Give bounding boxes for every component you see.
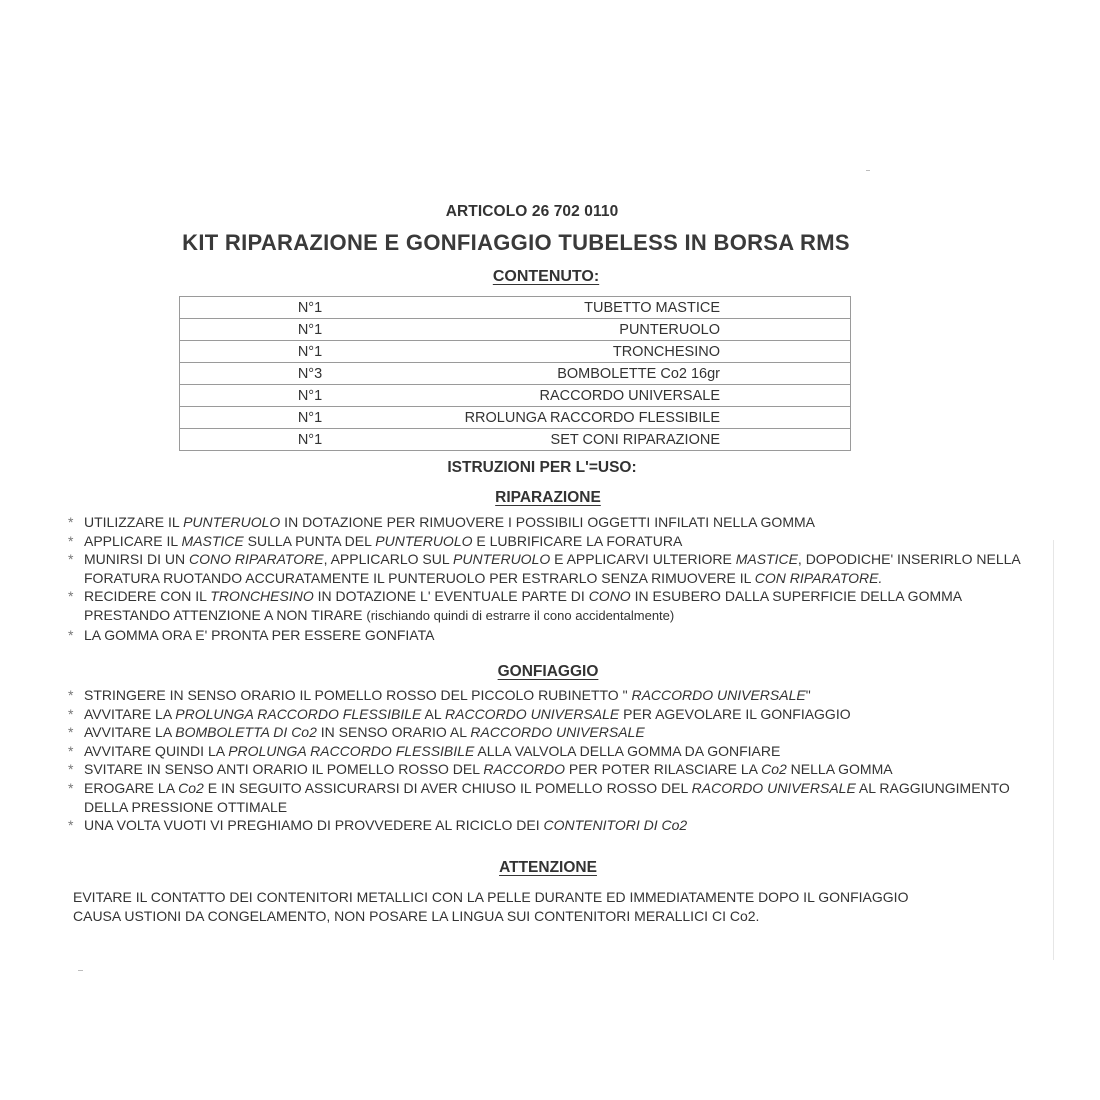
step-text: EROGARE LA [84,779,179,796]
step-emphasis: PUNTERUOLO [453,551,551,568]
inflation-steps [68,686,1028,835]
qty-cell: N°1 [180,385,401,407]
warning-heading [0,859,1096,877]
bullet-asterisk-icon: * [68,551,74,568]
step-text: APPLICARE IL [84,532,182,549]
step-emphasis: PROLUNGA RACCORDO FLESSIBILE [228,742,475,759]
step-text: SULLA PUNTA DEL [243,532,376,549]
step-emphasis: PROLUNGA RACCORDO FLESSIBILE [175,705,422,722]
step-emphasis: MASTICE [735,551,798,568]
bullet-asterisk-icon: * [68,724,74,741]
step-emphasis: RACCORDO UNIVERSALE [470,724,645,741]
bullet-asterisk-icon: * [68,687,74,703]
contents-table [179,296,851,451]
step-text: AVVITARE LA [84,724,176,741]
repair-heading [0,489,1096,507]
step-emphasis: CONTENITORI DI Co2 [543,817,688,834]
step-text: , DOPODICHE' INSERIRLO NELLA FORATURA RUOTANDO ACCURATAMENTE IL PUNTERUOLO PER ESTRARLO SENZA RIMUOVERE IL [84,551,1020,586]
list-item [68,816,1028,835]
step-emphasis: TRONCHESINO [210,588,314,605]
list-item [68,626,1028,645]
warning-line: EVITARE IL CONTATTO DEI CONTENITORI METALLICI CON LA PELLE DURANTE ED IMMEDIATAMENTE DOPO IL GONFIAGGIO [73,889,909,905]
inflation-heading [0,663,1096,681]
list-item [68,705,1028,724]
step-text: AVVITARE QUINDI LA [84,742,229,759]
item-cell: PUNTERUOLO [400,319,851,341]
table-row [180,341,851,363]
list-item [68,686,1028,705]
table-row [180,297,851,319]
table-row [180,385,851,407]
warning-line: CAUSA USTIONI DA CONGELAMENTO, NON POSARE LA LINGUA SUI CONTENITORI MERALLICI CI Co2. [73,908,760,924]
step-text: STRINGERE IN SENSO ORARIO IL POMELLO ROSSO DEL PICCOLO RUBINETTO " [84,687,632,703]
item-cell: BOMBOLETTE Co2 16gr [400,363,851,385]
bullet-asterisk-icon: * [68,817,74,834]
step-emphasis: PUNTERUOLO [375,532,473,549]
step-emphasis: CONO RIPARATORE [189,551,324,568]
repair-heading-text: RIPARAZIONE [495,489,601,506]
scan-speck [78,970,83,971]
step-emphasis: Co2 [761,761,787,778]
bullet-asterisk-icon: * [68,779,74,796]
step-emphasis: CON RIPARATORE. [754,569,883,586]
step-text: E IN SEGUITO ASSICURARSI DI AVER CHIUSO IL POMELLO ROSSO DEL [203,779,692,796]
bullet-asterisk-icon: * [68,742,74,759]
bullet-asterisk-icon: * [68,588,74,605]
step-text: ALLA VALVOLA DELLA GOMMA DA GONFIARE [474,742,781,759]
step-text: UTILIZZARE IL [84,514,184,530]
inflation-heading-text: GONFIAGGIO [497,663,599,680]
step-emphasis: CONO [588,588,631,605]
qty-cell: N°1 [180,297,401,319]
qty-cell: N°3 [180,363,401,385]
list-item [68,779,1028,816]
step-emphasis: PUNTERUOLO [183,514,281,530]
list-item [68,513,1028,532]
list-item [68,742,1028,761]
step-emphasis: BOMBOLETTA DI Co2 [175,724,317,741]
list-item [68,587,1028,625]
item-cell: SET CONI RIPARAZIONE [400,429,851,451]
instructions-heading: ISTRUZIONI PER L'=USO: [447,459,637,476]
step-text: PER POTER RILASCIARE LA [565,761,762,778]
step-text: AL [421,705,446,722]
article-number: ARTICOLO 26 702 0110 [445,203,619,220]
step-emphasis: RACORDO UNIVERSALE [691,779,856,796]
step-text: SVITARE IN SENSO ANTI ORARIO IL POMELLO ROSSO DEL [84,761,484,778]
list-item [68,760,1028,779]
qty-cell: N°1 [180,341,401,363]
step-emphasis: MASTICE [181,532,244,549]
contents-heading-text: CONTENUTO: [492,268,600,285]
step-text: E LUBRIFICARE LA FORATURA [472,532,683,549]
warning-heading-text: ATTENZIONE [499,859,597,876]
item-cell: TRONCHESINO [400,341,851,363]
list-item [68,532,1028,551]
bullet-asterisk-icon: * [68,761,74,778]
item-cell: RACCORDO UNIVERSALE [400,385,851,407]
bullet-asterisk-icon: * [68,532,74,549]
step-text: IN SENSO ORARIO AL [316,724,471,741]
list-item [68,550,1028,587]
contents-heading [0,268,1092,286]
list-item [68,723,1028,742]
step-text: " [805,687,811,703]
step-text: AVVITARE LA [84,705,176,722]
step-text: LA GOMMA ORA E' PRONTA PER ESSERE GONFIATA [84,626,435,643]
item-cell: RROLUNGA RACCORDO FLESSIBILE [400,407,851,429]
bullet-asterisk-icon: * [68,514,74,530]
step-text: IN ESUBERO DALLA SUPERFICIE DELLA GOMMA PRESTANDO ATTENZIONE A NON TIRARE [84,588,962,623]
step-text: AL RAGGIUNGIMENTO DELLA PRESSIONE OTTIMALE [84,779,1010,815]
step-text: PER AGEVOLARE IL GONFIAGGIO [619,705,851,722]
bullet-asterisk-icon: * [68,705,74,722]
step-text: IN DOTAZIONE PER RIMUOVERE I POSSIBILI OGGETTI INFILATI NELLA GOMMA [280,514,815,530]
step-text: RECIDERE CON IL [84,588,211,605]
warning-text [73,888,1033,926]
bullet-asterisk-icon: * [68,626,74,643]
step-emphasis: RACCORDO UNIVERSALE [445,705,620,722]
step-text: UNA VOLTA VUOTI VI PREGHIAMO DI PROVVEDERE AL RICICLO DEI [84,817,544,834]
step-text: NELLA GOMMA [786,761,893,778]
qty-cell: N°1 [180,407,401,429]
item-cell: TUBETTO MASTICE [400,297,851,319]
scan-edge-line [1053,540,1054,960]
step-text: IN DOTAZIONE L' EVENTUALE PARTE DI [313,588,589,605]
step-text: , APPLICARLO SUL [323,551,454,568]
qty-cell: N°1 [180,429,401,451]
scan-speck [866,170,870,171]
table-row [180,407,851,429]
step-text: E APPLICARVI ULTERIORE [550,551,736,568]
table-row [180,319,851,341]
table-row [180,363,851,385]
step-text: MUNIRSI DI UN [84,551,189,568]
step-note: (rischiando quindi di estrarre il cono accidentalmente) [366,607,675,623]
document-title: KIT RIPARAZIONE E GONFIAGGIO TUBELESS IN BORSA RMS [182,230,850,255]
step-emphasis: Co2 [178,779,204,796]
step-emphasis: RACCORDO UNIVERSALE [631,687,806,703]
repair-steps [68,513,1028,644]
table-row [180,429,851,451]
qty-cell: N°1 [180,319,401,341]
step-emphasis: RACCORDO [483,761,566,778]
